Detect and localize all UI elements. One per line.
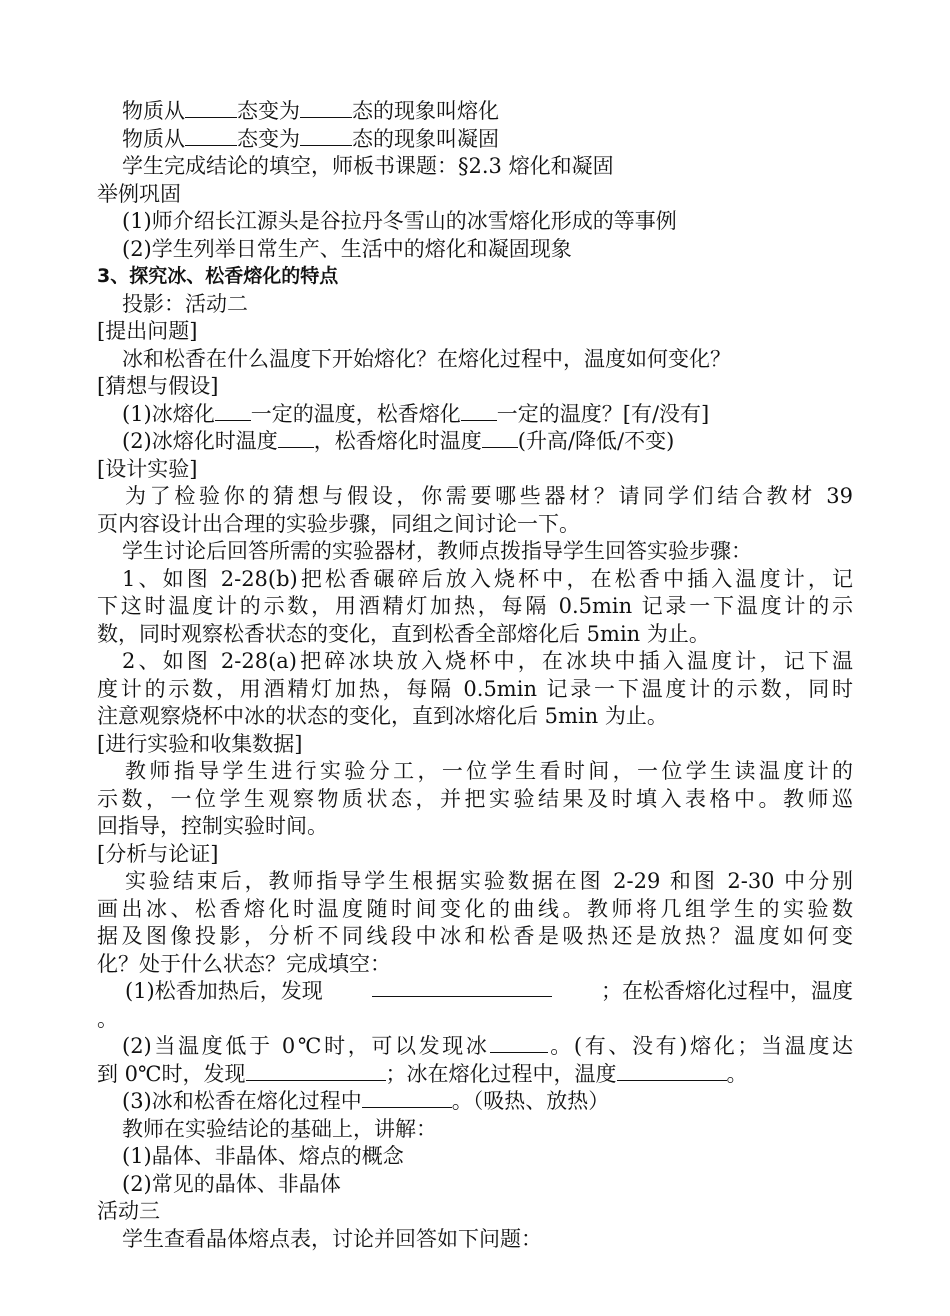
fill-in-blank: [362, 1089, 452, 1108]
text-segment: 物质从: [122, 99, 185, 123]
text-segment: (升高/降低/不变): [517, 429, 675, 453]
text-line: [97, 978, 853, 1006]
text-line: 教师在实验结论的基础上，讲解：: [122, 1116, 437, 1141]
text-line: 下这时温度计的示数，用酒精灯加热，每隔 0.5min 记录一下温度计的示: [97, 594, 853, 618]
text-line: 2、如图 2-28(a)把碎冰块放入烧杯中，在冰块中插入温度计，记下温: [122, 649, 853, 673]
text-line: 投影：活动二: [122, 291, 248, 316]
text-line: 学生完成结论的填空，师板书课题：§2.3 熔化和凝固: [122, 154, 614, 178]
text-segment: 一定的温度，松香熔化: [250, 401, 461, 426]
text-segment: ；冰在熔化过程中，温度: [385, 1061, 617, 1086]
text-segment: 。: [726, 1061, 748, 1086]
text-line: [进行实验和收集数据]: [97, 731, 303, 756]
text-segment: ，松香熔化时温度: [313, 429, 482, 453]
text-line: 数，同时观察松香状态的变化，直到松香全部熔化后 5min 为止。: [97, 621, 710, 646]
text-line: [猜想与假设]: [97, 374, 219, 398]
text-line: 学生查看晶体熔点表，讨论并回答如下问题：: [122, 1226, 542, 1251]
document-page: [97, 98, 853, 1253]
fill-in-blank: [372, 978, 552, 997]
fill-in-blank: [185, 127, 237, 146]
fill-in-blank: [185, 99, 237, 118]
text-segment: 到 0℃时，发现: [97, 1061, 246, 1086]
text-line: 注意观察烧杯中冰的状态的变化，直到冰熔化后 5min 为止。: [97, 704, 668, 728]
text-line: [97, 98, 853, 126]
text-line: [97, 1088, 853, 1116]
text-segment: (2)当温度低于 0℃时，可以发现冰: [122, 1034, 490, 1058]
text-line: 度计的示数，用酒精灯加热，每隔 0.5min 记录一下温度计的示数，同时: [97, 676, 853, 701]
text-line: [97, 126, 853, 154]
text-line: (2)常见的晶体、非晶体: [122, 1171, 341, 1196]
text-line: [97, 1033, 853, 1061]
text-line: 示数，一位学生观察物质状态，并把实验结果及时填入表格中。教师巡: [97, 786, 853, 811]
fill-in-blank: [461, 402, 497, 421]
text-segment: 态变为: [237, 126, 300, 151]
text-line: 页内容设计出合理的实验步骤，同组之间讨论一下。: [97, 511, 580, 536]
fill-in-blank: [278, 429, 314, 448]
text-line: 冰和松香在什么温度下开始熔化？在熔化过程中，温度如何变化？: [122, 346, 731, 371]
fill-in-blank: [215, 402, 251, 421]
text-segment: ；在松香熔化过程中，温度: [601, 979, 853, 1003]
text-segment: 。(有、没有)熔化；当温度达: [547, 1034, 853, 1058]
text-line: [设计实验]: [97, 456, 198, 481]
text-line: 画出冰、松香熔化时温度随时间变化的曲线。教师将几组学生的实验数: [97, 896, 853, 921]
text-segment: 态变为: [237, 99, 300, 123]
text-line: 回指导，控制实验时间。: [97, 814, 328, 838]
fill-in-blank: [246, 1062, 386, 1081]
text-segment: 态的现象叫熔化: [352, 99, 499, 123]
text-line: (1)师介绍长江源头是谷拉丹冬雪山的冰雪熔化形成的等事例: [122, 209, 677, 233]
text-line: 1、如图 2-28(b)把松香碾碎后放入烧杯中，在松香中插入温度计，记: [122, 566, 853, 591]
text-line: [97, 1061, 853, 1089]
fill-in-blank: [490, 1034, 548, 1053]
fill-in-blank: [482, 429, 518, 448]
text-line: 学生讨论后回答所需的实验器材，教师点拨指导学生回答实验步骤：: [122, 539, 752, 563]
text-segment: 。（吸热、放热）: [451, 1089, 610, 1113]
text-line: 3、探究冰、松香熔化的特点: [97, 265, 339, 287]
text-line: 活动三: [97, 1199, 160, 1223]
text-segment: (2)冰熔化时温度: [122, 429, 278, 453]
text-segment: 态的现象叫凝固: [352, 126, 499, 151]
text-segment: (1)松香加热后，发现: [125, 979, 323, 1003]
text-segment: 物质从: [122, 126, 185, 151]
text-line: [分析与论证]: [97, 841, 219, 866]
text-line: [97, 428, 853, 456]
fill-in-blank: [300, 127, 352, 146]
text-segment: (1)冰熔化: [122, 401, 215, 426]
text-line: 实验结束后，教师指导学生根据实验数据在图 2-29 和图 2-30 中分别: [125, 869, 853, 893]
fill-in-blank: [300, 99, 352, 118]
text-line: 教师指导学生进行实验分工，一位学生看时间，一位学生读温度计的: [125, 759, 853, 783]
text-line: 为了检验你的猜想与假设，你需要哪些器材？请同学们结合教材 39: [125, 484, 853, 508]
text-line: (2)学生列举日常生产、生活中的熔化和凝固现象: [122, 236, 572, 261]
fill-in-blank: [617, 1062, 727, 1081]
text-line: 。: [97, 1006, 118, 1031]
text-line: [提出问题]: [97, 319, 198, 343]
text-line: (1)晶体、非晶体、熔点的概念: [122, 1144, 404, 1168]
text-segment: (3)冰和松香在熔化过程中: [122, 1089, 362, 1113]
text-line: 化？处于什么状态？完成填空：: [97, 951, 391, 976]
text-line: 据及图像投影，分析不同线段中冰和松香是吸热还是放热？温度如何变: [97, 924, 853, 948]
text-line: [97, 401, 853, 429]
text-segment: 一定的温度？[有/没有]: [496, 401, 710, 426]
text-line: 举例巩固: [97, 181, 181, 206]
